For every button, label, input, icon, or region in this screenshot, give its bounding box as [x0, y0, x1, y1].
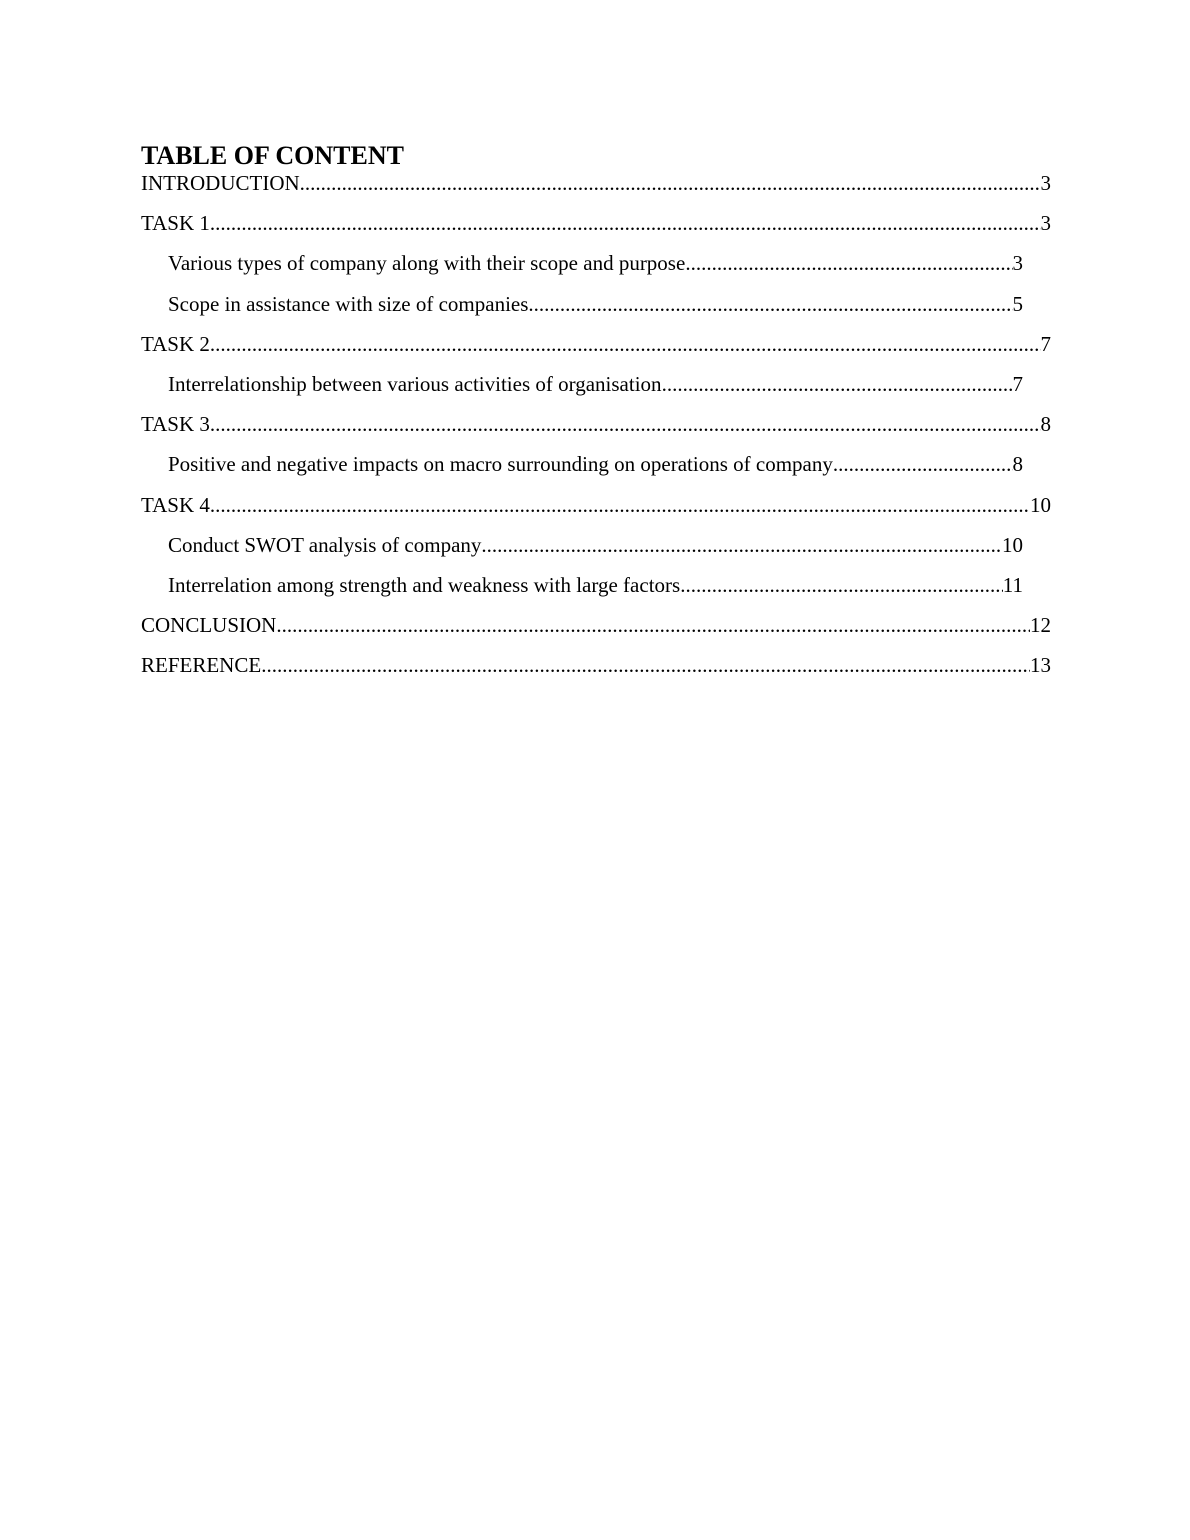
toc-entry-page: 7	[1040, 331, 1051, 356]
toc-entry-types-of-company[interactable]	[141, 249, 1051, 289]
toc-entry-page: 8	[1012, 452, 1023, 477]
toc-entry-swot[interactable]	[141, 531, 1051, 571]
dot-leader	[662, 370, 1013, 398]
dot-leader	[833, 450, 1013, 478]
toc-entry-page: 3	[1012, 251, 1023, 276]
toc-entry-label: CONCLUSION	[141, 613, 277, 638]
table-of-contents	[141, 140, 1051, 691]
toc-entry-page: 13	[1030, 653, 1051, 678]
toc-entry-macro-impacts[interactable]	[141, 450, 1051, 490]
toc-title: TABLE OF CONTENT	[141, 141, 404, 170]
toc-entry-label: TASK 1	[141, 211, 210, 236]
dot-leader	[210, 330, 1041, 358]
toc-entry-page: 5	[1012, 291, 1023, 316]
dot-leader	[210, 410, 1041, 438]
dot-leader	[300, 169, 1041, 197]
toc-entry-strength-weakness[interactable]	[141, 571, 1051, 611]
toc-entry-page: 10	[1002, 532, 1023, 557]
dot-leader	[276, 611, 1030, 639]
toc-entry-label: Conduct SWOT analysis of company	[168, 532, 482, 557]
dot-leader	[210, 209, 1041, 237]
toc-entry-label: Interrelationship between various activities of organisation	[168, 371, 662, 396]
toc-entry-task-4[interactable]	[141, 491, 1051, 531]
toc-entry-label: TASK 2	[141, 331, 210, 356]
toc-entry-task-3[interactable]	[141, 410, 1051, 450]
toc-entry-reference[interactable]	[141, 651, 1051, 691]
toc-entry-page: 11	[1002, 572, 1023, 597]
dot-leader	[680, 571, 1003, 599]
toc-entry-task-1[interactable]	[141, 209, 1051, 249]
toc-entry-scope-size[interactable]	[141, 290, 1051, 330]
toc-entry-introduction[interactable]	[141, 169, 1051, 209]
toc-entry-label: REFERENCE	[141, 653, 262, 678]
toc-entry-label: Scope in assistance with size of companies	[168, 291, 529, 316]
toc-entry-label: Positive and negative impacts on macro surrounding on operations of company	[168, 452, 833, 477]
toc-entry-task-2[interactable]	[141, 330, 1051, 370]
toc-entry-page: 8	[1040, 412, 1051, 437]
toc-entry-label: TASK 4	[141, 492, 210, 517]
toc-entry-page: 10	[1030, 492, 1051, 517]
toc-entry-label: Various types of company along with their scope and purpose	[168, 251, 686, 276]
toc-entry-page: 3	[1040, 171, 1051, 195]
toc-entry-conclusion[interactable]	[141, 611, 1051, 651]
toc-entry-label: TASK 3	[141, 412, 210, 437]
toc-entry-page: 12	[1030, 613, 1051, 638]
dot-leader	[210, 491, 1030, 519]
toc-entry-page: 3	[1040, 211, 1051, 236]
dot-leader	[481, 531, 1002, 559]
toc-entry-page: 7	[1012, 371, 1023, 396]
dot-leader	[685, 249, 1012, 277]
toc-entry-label: Interrelation among strength and weakness with large factors	[168, 572, 681, 597]
toc-entry-label: INTRODUCTION	[141, 171, 300, 195]
dot-leader	[261, 651, 1030, 679]
toc-list	[141, 169, 1051, 691]
dot-leader	[528, 290, 1012, 318]
toc-entry-interrelationship[interactable]	[141, 370, 1051, 410]
